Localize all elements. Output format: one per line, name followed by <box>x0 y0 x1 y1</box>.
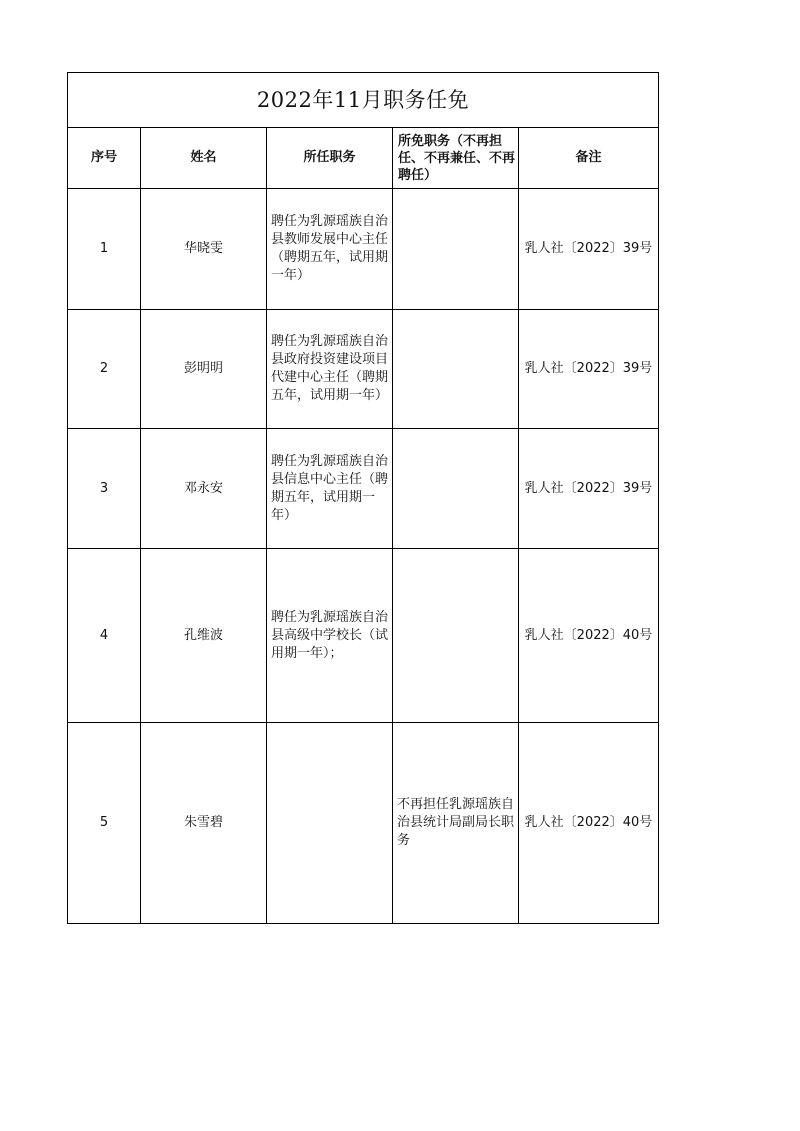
table-row <box>68 310 659 429</box>
row-note <box>519 189 659 310</box>
row-position <box>267 723 393 924</box>
row-num: 4 <box>68 549 141 723</box>
table-title: 2022年11月职务任免 <box>68 73 659 128</box>
table-row <box>68 549 659 723</box>
row-position-text: 聘任为乳源瑶族自治县教师发展中心主任（聘期五年，试用期一年） <box>271 214 389 283</box>
row-num: 5 <box>68 723 141 924</box>
row-name: 孔维波 <box>141 549 267 723</box>
header-note: 备注 <box>519 128 659 189</box>
table-row <box>68 723 659 924</box>
row-position <box>267 429 393 549</box>
row-note <box>519 429 659 549</box>
row-note <box>519 310 659 429</box>
title-row <box>68 73 659 128</box>
header-removed: 所免职务（不再担任、不再兼任、不再聘任） <box>393 128 519 189</box>
header-row <box>68 128 659 189</box>
header-name: 姓名 <box>141 128 267 189</box>
table-row <box>68 189 659 310</box>
table-row <box>68 429 659 549</box>
row-name: 朱雪碧 <box>141 723 267 924</box>
row-removed <box>393 549 519 723</box>
row-num: 2 <box>68 310 141 429</box>
row-removed <box>393 429 519 549</box>
row-removed-text: 不再担任乳源瑶族自治县统计局副局长职务 <box>397 797 515 848</box>
row-num: 1 <box>68 189 141 310</box>
row-name: 彭明明 <box>141 310 267 429</box>
row-removed <box>393 189 519 310</box>
row-note-text: 乳人社〔2022〕40号 <box>524 815 653 830</box>
row-num: 3 <box>68 429 141 549</box>
row-position-text: 聘任为乳源瑶族自治县信息中心主任（聘期五年，试用期一年） <box>271 453 389 523</box>
row-position-text: 聘任为乳源瑶族自治县高级中学校长（试用期一年）； <box>271 609 389 661</box>
row-note-text: 乳人社〔2022〕39号 <box>524 480 653 496</box>
row-position <box>267 549 393 723</box>
row-removed <box>393 310 519 429</box>
row-position-text: 聘任为乳源瑶族自治县政府投资建设项目代建中心主任（聘期五年，试用期一年） <box>271 334 389 403</box>
header-num: 序号 <box>68 128 141 189</box>
row-note-text: 乳人社〔2022〕39号 <box>524 241 653 256</box>
row-name: 华晓雯 <box>141 189 267 310</box>
row-removed <box>393 723 519 924</box>
row-position <box>267 310 393 429</box>
row-note-text: 乳人社〔2022〕40号 <box>524 627 653 643</box>
row-position <box>267 189 393 310</box>
row-note <box>519 723 659 924</box>
row-note <box>519 549 659 723</box>
header-position: 所任职务 <box>267 128 393 189</box>
appointment-table <box>67 72 659 924</box>
row-name: 邓永安 <box>141 429 267 549</box>
row-note-text: 乳人社〔2022〕39号 <box>524 361 653 376</box>
